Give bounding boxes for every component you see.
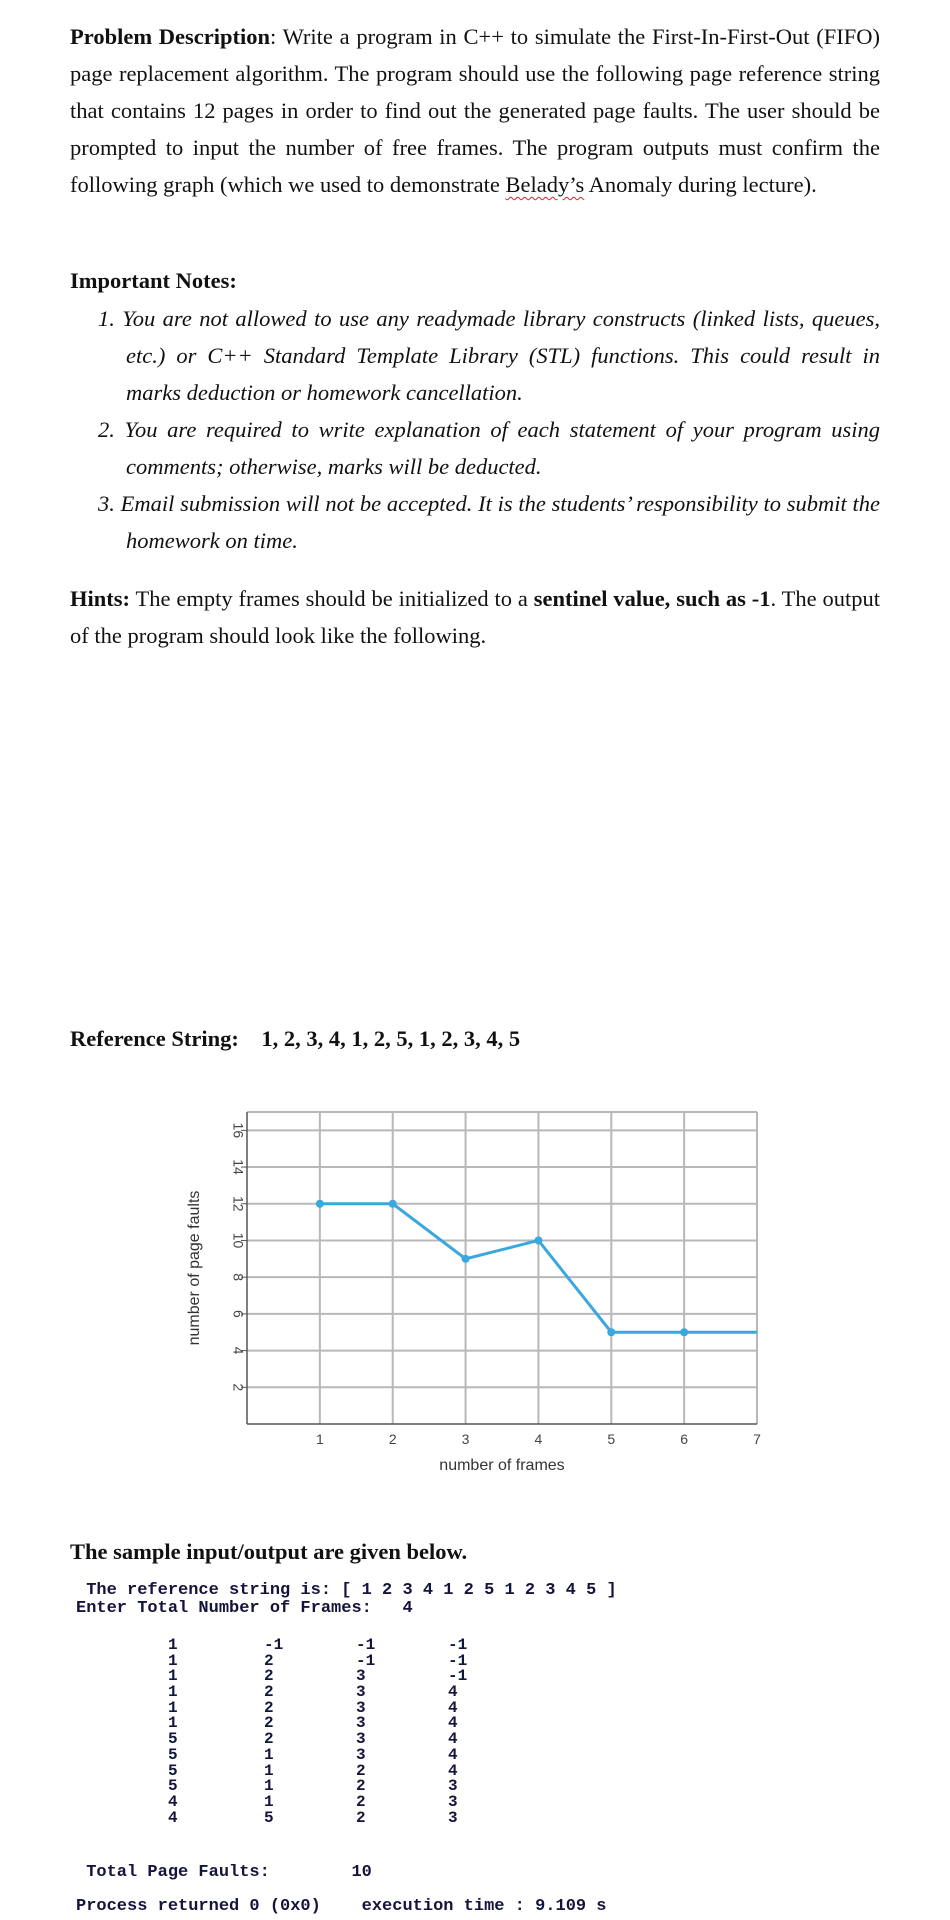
reference-string bbox=[70, 1020, 520, 1057]
y-tick-label: 2 bbox=[230, 1383, 247, 1392]
x-tick-label: 3 bbox=[461, 1431, 470, 1447]
frame-cell: 4 bbox=[448, 1683, 458, 1702]
frame-column-4 bbox=[448, 1638, 488, 1826]
frame-cell: -1 bbox=[264, 1636, 284, 1654]
hints-text-2: . The output of the program should look like the following. bbox=[70, 586, 880, 648]
problem-description bbox=[70, 18, 880, 203]
page-fault-chart bbox=[180, 1100, 780, 1480]
frame-cell: 2 bbox=[356, 1761, 366, 1780]
frame-cell: 1 bbox=[168, 1698, 178, 1717]
frame-cell: 3 bbox=[448, 1808, 458, 1827]
y-tick-label: 10 bbox=[230, 1232, 247, 1249]
problem-text: : Write a program in C++ to simulate the First-In-First-Out (FIFO) page replacement algorithm. The program should use the following page reference string that contains 12 pages in order to find out the generated page faults. The user should be prompted to input the number of free frames. The program outputs must confirm the following graph (which we used to demonstrate bbox=[70, 24, 880, 197]
y-tick-label: 12 bbox=[230, 1195, 247, 1212]
frame-cell: 5 bbox=[168, 1730, 178, 1749]
frame-column-3 bbox=[356, 1638, 396, 1826]
console-ref-line: The reference string is: [ 1 2 3 4 1 2 5 1 2 3 4 5 ] bbox=[76, 1581, 617, 1600]
frame-cell: 5 bbox=[168, 1761, 178, 1780]
frame-cell: 3 bbox=[356, 1698, 366, 1717]
console-total-value: 10 bbox=[351, 1863, 372, 1882]
hints-label: Hints: bbox=[70, 586, 131, 611]
frame-cell: 4 bbox=[168, 1808, 178, 1827]
note-item: 2. You are required to write explanation of each statement of your program using comments; otherwise, marks will be deducted. bbox=[98, 417, 880, 479]
frame-cell: 4 bbox=[448, 1730, 458, 1749]
x-tick-label: 4 bbox=[534, 1431, 543, 1447]
frame-cell: 2 bbox=[356, 1777, 366, 1796]
frame-cell: 2 bbox=[264, 1683, 274, 1702]
y-tick-label: 6 bbox=[230, 1309, 247, 1318]
frame-column-2 bbox=[264, 1638, 304, 1826]
frame-cell: 4 bbox=[448, 1745, 458, 1764]
console-prompt-value: 4 bbox=[402, 1599, 413, 1618]
frame-cell: 1 bbox=[264, 1745, 274, 1764]
hints-text-1: The empty frames should be initialized to a bbox=[130, 586, 534, 611]
note-item: 3. Email submission will not be accepted. It is the students’ responsibility to submit the homework on time. bbox=[98, 491, 880, 553]
frame-cell: -1 bbox=[356, 1651, 376, 1670]
data-point bbox=[607, 1328, 615, 1336]
reference-label: Reference String: bbox=[70, 1026, 239, 1051]
x-tick-label: 7 bbox=[753, 1431, 761, 1447]
frame-cell: 3 bbox=[448, 1777, 458, 1796]
reference-values: 1, 2, 3, 4, 1, 2, 5, 1, 2, 3, 4, 5 bbox=[261, 1026, 521, 1051]
frame-cell: 3 bbox=[448, 1792, 458, 1811]
frame-cell: 4 bbox=[168, 1792, 178, 1811]
frame-cell: 1 bbox=[168, 1714, 178, 1733]
x-tick-label: 5 bbox=[607, 1431, 616, 1447]
data-point bbox=[316, 1200, 324, 1208]
frame-cell: 4 bbox=[448, 1761, 458, 1780]
data-point bbox=[680, 1328, 688, 1336]
y-axis-label: number of page faults bbox=[186, 1190, 203, 1346]
frame-cell: 1 bbox=[264, 1792, 274, 1811]
frame-cell: 2 bbox=[264, 1651, 274, 1670]
frame-cell: 2 bbox=[264, 1698, 274, 1717]
data-point bbox=[389, 1200, 397, 1208]
frame-cell: 4 bbox=[448, 1714, 458, 1733]
frame-cell: 1 bbox=[264, 1761, 274, 1780]
notes-heading: Important Notes: bbox=[70, 268, 237, 293]
frame-cell: 1 bbox=[168, 1683, 178, 1702]
frame-cell: 5 bbox=[168, 1745, 178, 1764]
frame-cell: 2 bbox=[356, 1792, 366, 1811]
x-tick-label: 6 bbox=[680, 1431, 689, 1447]
sample-heading: The sample input/output are given below. bbox=[70, 1539, 468, 1564]
y-tick-label: 16 bbox=[230, 1122, 247, 1139]
frame-cell: 3 bbox=[356, 1745, 366, 1764]
frame-cell: 4 bbox=[448, 1698, 458, 1717]
x-axis-label: number of frames bbox=[439, 1457, 565, 1474]
hints-bold: sentinel value, such as -1 bbox=[533, 586, 771, 611]
frame-cell: -1 bbox=[448, 1636, 468, 1654]
console-total bbox=[76, 1864, 372, 1882]
frame-cell: 3 bbox=[356, 1730, 366, 1749]
problem-tail: Anomaly during lecture). bbox=[584, 172, 817, 197]
frame-cell: 1 bbox=[264, 1777, 274, 1796]
frame-column-1 bbox=[168, 1638, 208, 1826]
console-prompt bbox=[76, 1600, 413, 1618]
y-tick-label: 8 bbox=[230, 1273, 247, 1282]
frame-cell: 2 bbox=[356, 1808, 366, 1827]
note-item: 1. You are not allowed to use any readymade library constructs (linked lists, queues, etc.) or C++ Standard Template Library (STL) functions. This could result in marks deduction or homework cancellation. bbox=[98, 306, 880, 405]
frame-cell: -1 bbox=[448, 1651, 468, 1670]
frame-cell: 3 bbox=[356, 1683, 366, 1702]
frame-cell: 2 bbox=[264, 1667, 274, 1686]
frame-cell: 3 bbox=[356, 1667, 366, 1686]
console-process-line: Process returned 0 (0x0) bbox=[76, 1897, 321, 1916]
x-tick-label: 1 bbox=[315, 1431, 324, 1447]
frame-cell: 1 bbox=[168, 1667, 178, 1686]
notes-list bbox=[98, 300, 880, 559]
y-tick-label: 14 bbox=[230, 1159, 247, 1175]
data-point bbox=[534, 1236, 542, 1244]
data-point bbox=[462, 1255, 470, 1263]
x-tick-label: 2 bbox=[388, 1431, 397, 1447]
frame-cell: -1 bbox=[356, 1636, 376, 1654]
frame-cell: 1 bbox=[168, 1651, 178, 1670]
problem-label: Problem Description bbox=[70, 24, 271, 49]
frame-cell: -1 bbox=[448, 1667, 468, 1686]
console-process bbox=[76, 1898, 607, 1916]
frame-cell: 2 bbox=[264, 1714, 274, 1733]
frame-cell: 5 bbox=[264, 1808, 274, 1827]
frame-cell: 3 bbox=[356, 1714, 366, 1733]
frame-cell: 5 bbox=[168, 1777, 178, 1796]
console-prompt-label: Enter Total Number of Frames: bbox=[76, 1599, 372, 1618]
console-output bbox=[76, 1582, 776, 1920]
y-tick-label: 4 bbox=[230, 1346, 247, 1355]
console-total-label: Total Page Faults: bbox=[76, 1863, 270, 1882]
spellcheck-word: Belady’s bbox=[505, 172, 585, 197]
frame-cell: 2 bbox=[264, 1730, 274, 1749]
hints-paragraph bbox=[70, 580, 880, 654]
frame-cell: 1 bbox=[168, 1636, 178, 1654]
console-exec-time: execution time : 9.109 s bbox=[361, 1897, 607, 1916]
